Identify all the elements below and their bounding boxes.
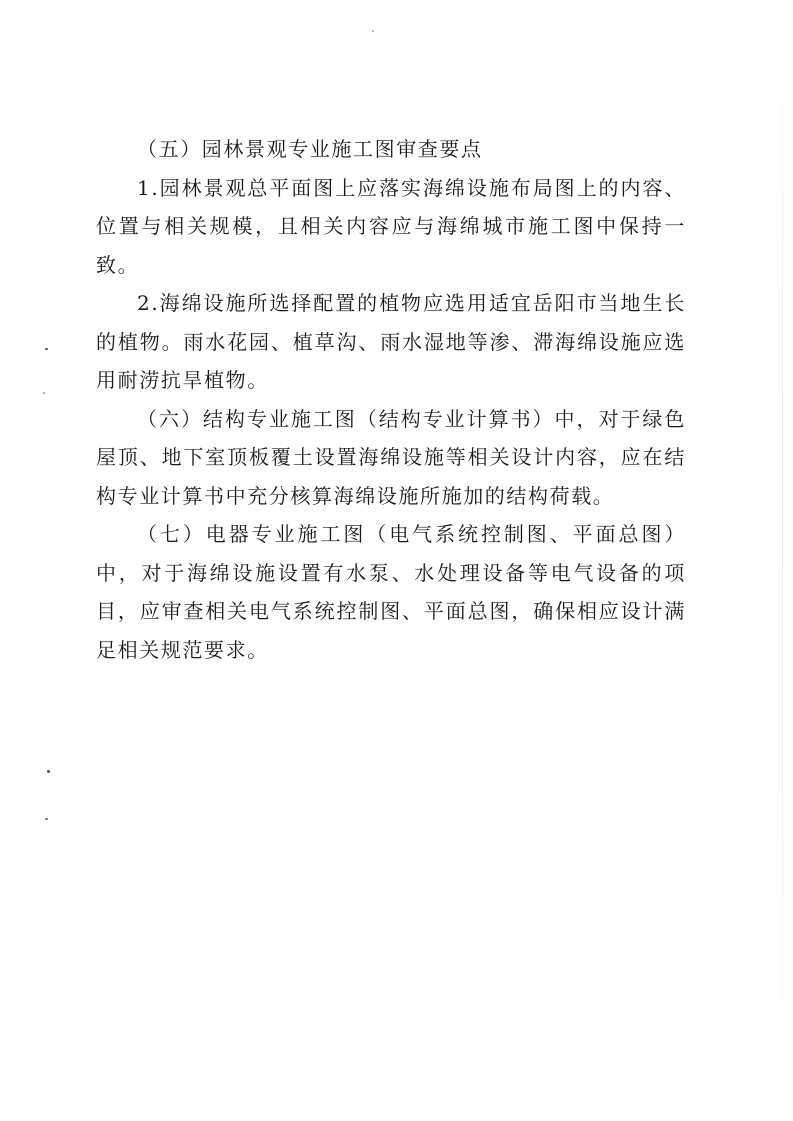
scan-speck: [372, 30, 374, 32]
document-body: [96, 130, 686, 669]
scan-speck: [45, 348, 48, 350]
scan-speck: [45, 818, 48, 820]
scan-speck: [43, 392, 45, 394]
scan-speck: [47, 770, 50, 773]
section-5-heading: （五）园林景观专业施工图审查要点: [137, 137, 483, 161]
section-5-item-2: 2.海绵设施所选择配置的植物应选用适宜岳阳市当地生长的植物。雨水花园、植草沟、雨水湿地等渗、滞海绵设施应选用耐涝抗旱植物。: [96, 291, 686, 392]
scan-edge-shadow: [782, 0, 783, 1121]
section-6-paragraph: （六）结构专业施工图（结构专业计算书）中，对于绿色屋顶、地下室顶板覆土设置海绵设施等相关设计内容，应在结构专业计算书中充分核算海绵设施所施加的结构荷载。: [96, 406, 686, 508]
section-5-item-1: 1.园林景观总平面图上应落实海绵设施布局图上的内容、位置与相关规模，且相关内容应与海绵城市施工图中保持一致。: [96, 175, 686, 277]
section-7-paragraph: （七）电器专业施工图（电气系统控制图、平面总图）中，对于海绵设施设置有水泵、水处理设备等电气设备的项目，应审查相关电气系统控制图、平面总图，确保相应设计满足相关规范要求。: [96, 522, 686, 662]
